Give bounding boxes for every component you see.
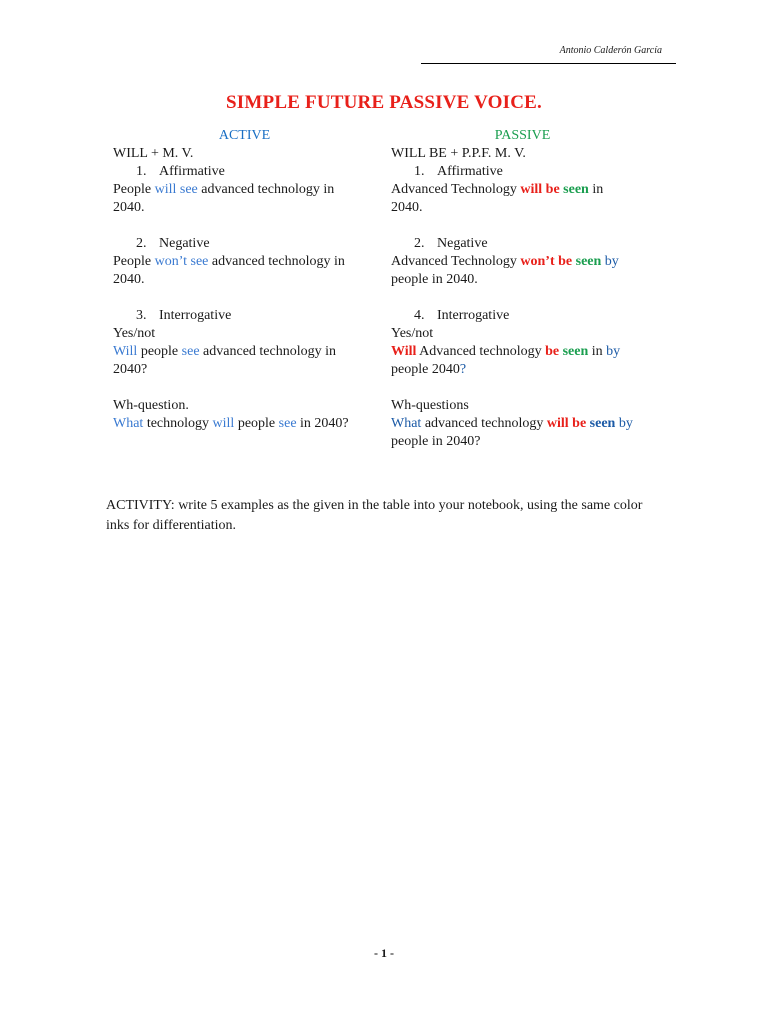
activity-instructions: ACTIVITY: write 5 examples as the given in the table into your notebook, using the same color inks for differentiation. [106, 498, 643, 533]
verb-span: see [181, 344, 200, 359]
text-span: advanced technology in [208, 254, 345, 269]
passive-wh-label: Wh-questions [391, 398, 469, 413]
passive-affirmative-sentence-2: 2040. [391, 200, 423, 215]
passive-wh-sentence-2: people in 2040? [391, 434, 481, 449]
page-number: - 1 - [374, 946, 394, 960]
active-column [113, 127, 383, 433]
active-wh-label: Wh-question. [113, 398, 189, 413]
by-span: by [601, 254, 619, 269]
verb-span: won’t see [154, 254, 209, 269]
participle-span: seen [559, 344, 589, 359]
text-span: Advanced technology [416, 344, 546, 359]
text-span: in 2040? [296, 416, 349, 431]
participle-span: seen [559, 182, 589, 197]
passive-negative-heading [391, 235, 661, 253]
verb-span: will see [154, 182, 198, 197]
passive-affirmative-sentence [391, 181, 661, 199]
list-number: 2. [136, 236, 147, 251]
auxiliary-span: won’t be [520, 254, 573, 269]
question-mark: ? [459, 362, 467, 377]
text-span: people [137, 344, 182, 359]
auxiliary-span: will be [546, 416, 587, 431]
passive-formula: WILL BE + P.P.F. M. V. [391, 146, 526, 161]
text-span: advanced technology in [197, 182, 335, 197]
passive-interrogative-sentence-2 [391, 361, 661, 379]
verb-span: Will [113, 344, 138, 359]
text-span: in [588, 344, 607, 359]
passive-affirmative-heading [391, 163, 661, 181]
passive-negative-sentence-2: people in 2040. [391, 272, 478, 287]
list-number: 2. [414, 236, 425, 251]
active-affirmative-sentence-2: 2040. [113, 200, 145, 215]
passive-interrogative-sentence [391, 343, 661, 361]
active-formula: WILL + M. V. [113, 146, 194, 161]
verb-span: will [212, 416, 235, 431]
passive-negative-sentence [391, 253, 661, 271]
author-header: Antonio Calderón García [559, 45, 662, 56]
active-wh-sentence [113, 415, 383, 433]
page-title: SIMPLE FUTURE PASSIVE VOICE. [226, 92, 542, 113]
auxiliary-span: will be [520, 182, 560, 197]
text-span: people [234, 416, 279, 431]
text-span: in [588, 182, 604, 197]
active-negative-sentence [113, 253, 383, 271]
passive-column [391, 127, 661, 451]
section-label: Interrogative [159, 308, 232, 323]
text-span: People [113, 182, 155, 197]
text-span: advanced technology [421, 416, 547, 431]
auxiliary-span: Will [391, 344, 417, 359]
list-number: 1. [136, 164, 147, 179]
auxiliary-span: be [545, 344, 560, 359]
text-span: people 2040 [391, 362, 460, 377]
active-interrogative-sentence-2: 2040? [113, 362, 148, 377]
passive-heading: PASSIVE [494, 128, 551, 143]
active-interrogative-sentence [113, 343, 383, 361]
wh-word-span: What [391, 416, 422, 431]
passive-yesnot-label: Yes/not [391, 326, 434, 341]
active-heading: ACTIVE [218, 128, 271, 143]
text-span: Advanced Technology [391, 254, 521, 269]
active-interrogative-heading [113, 307, 383, 325]
text-span: advanced technology in [199, 344, 336, 359]
verb-span: What [113, 416, 144, 431]
list-number: 4. [414, 308, 425, 323]
text-span: Advanced Technology [391, 182, 521, 197]
section-label: Affirmative [159, 164, 225, 179]
section-label: Affirmative [437, 164, 503, 179]
section-label: Negative [437, 236, 488, 251]
text-span: People [113, 254, 155, 269]
by-span: by [606, 344, 621, 359]
passive-interrogative-heading [391, 307, 661, 325]
active-affirmative-heading [113, 163, 383, 181]
participle-span: seen [586, 416, 616, 431]
active-affirmative-sentence [113, 181, 383, 199]
section-label: Negative [159, 236, 210, 251]
by-span: by [615, 416, 633, 431]
list-number: 3. [136, 308, 147, 323]
passive-wh-sentence [391, 415, 661, 433]
list-number: 1. [414, 164, 425, 179]
verb-span: see [278, 416, 297, 431]
header-rule [421, 63, 676, 64]
participle-span: seen [572, 254, 602, 269]
text-span: technology [143, 416, 213, 431]
active-negative-heading [113, 235, 383, 253]
active-negative-sentence-2: 2040. [113, 272, 145, 287]
section-label: Interrogative [437, 308, 510, 323]
active-yesnot-label: Yes/not [113, 326, 156, 341]
